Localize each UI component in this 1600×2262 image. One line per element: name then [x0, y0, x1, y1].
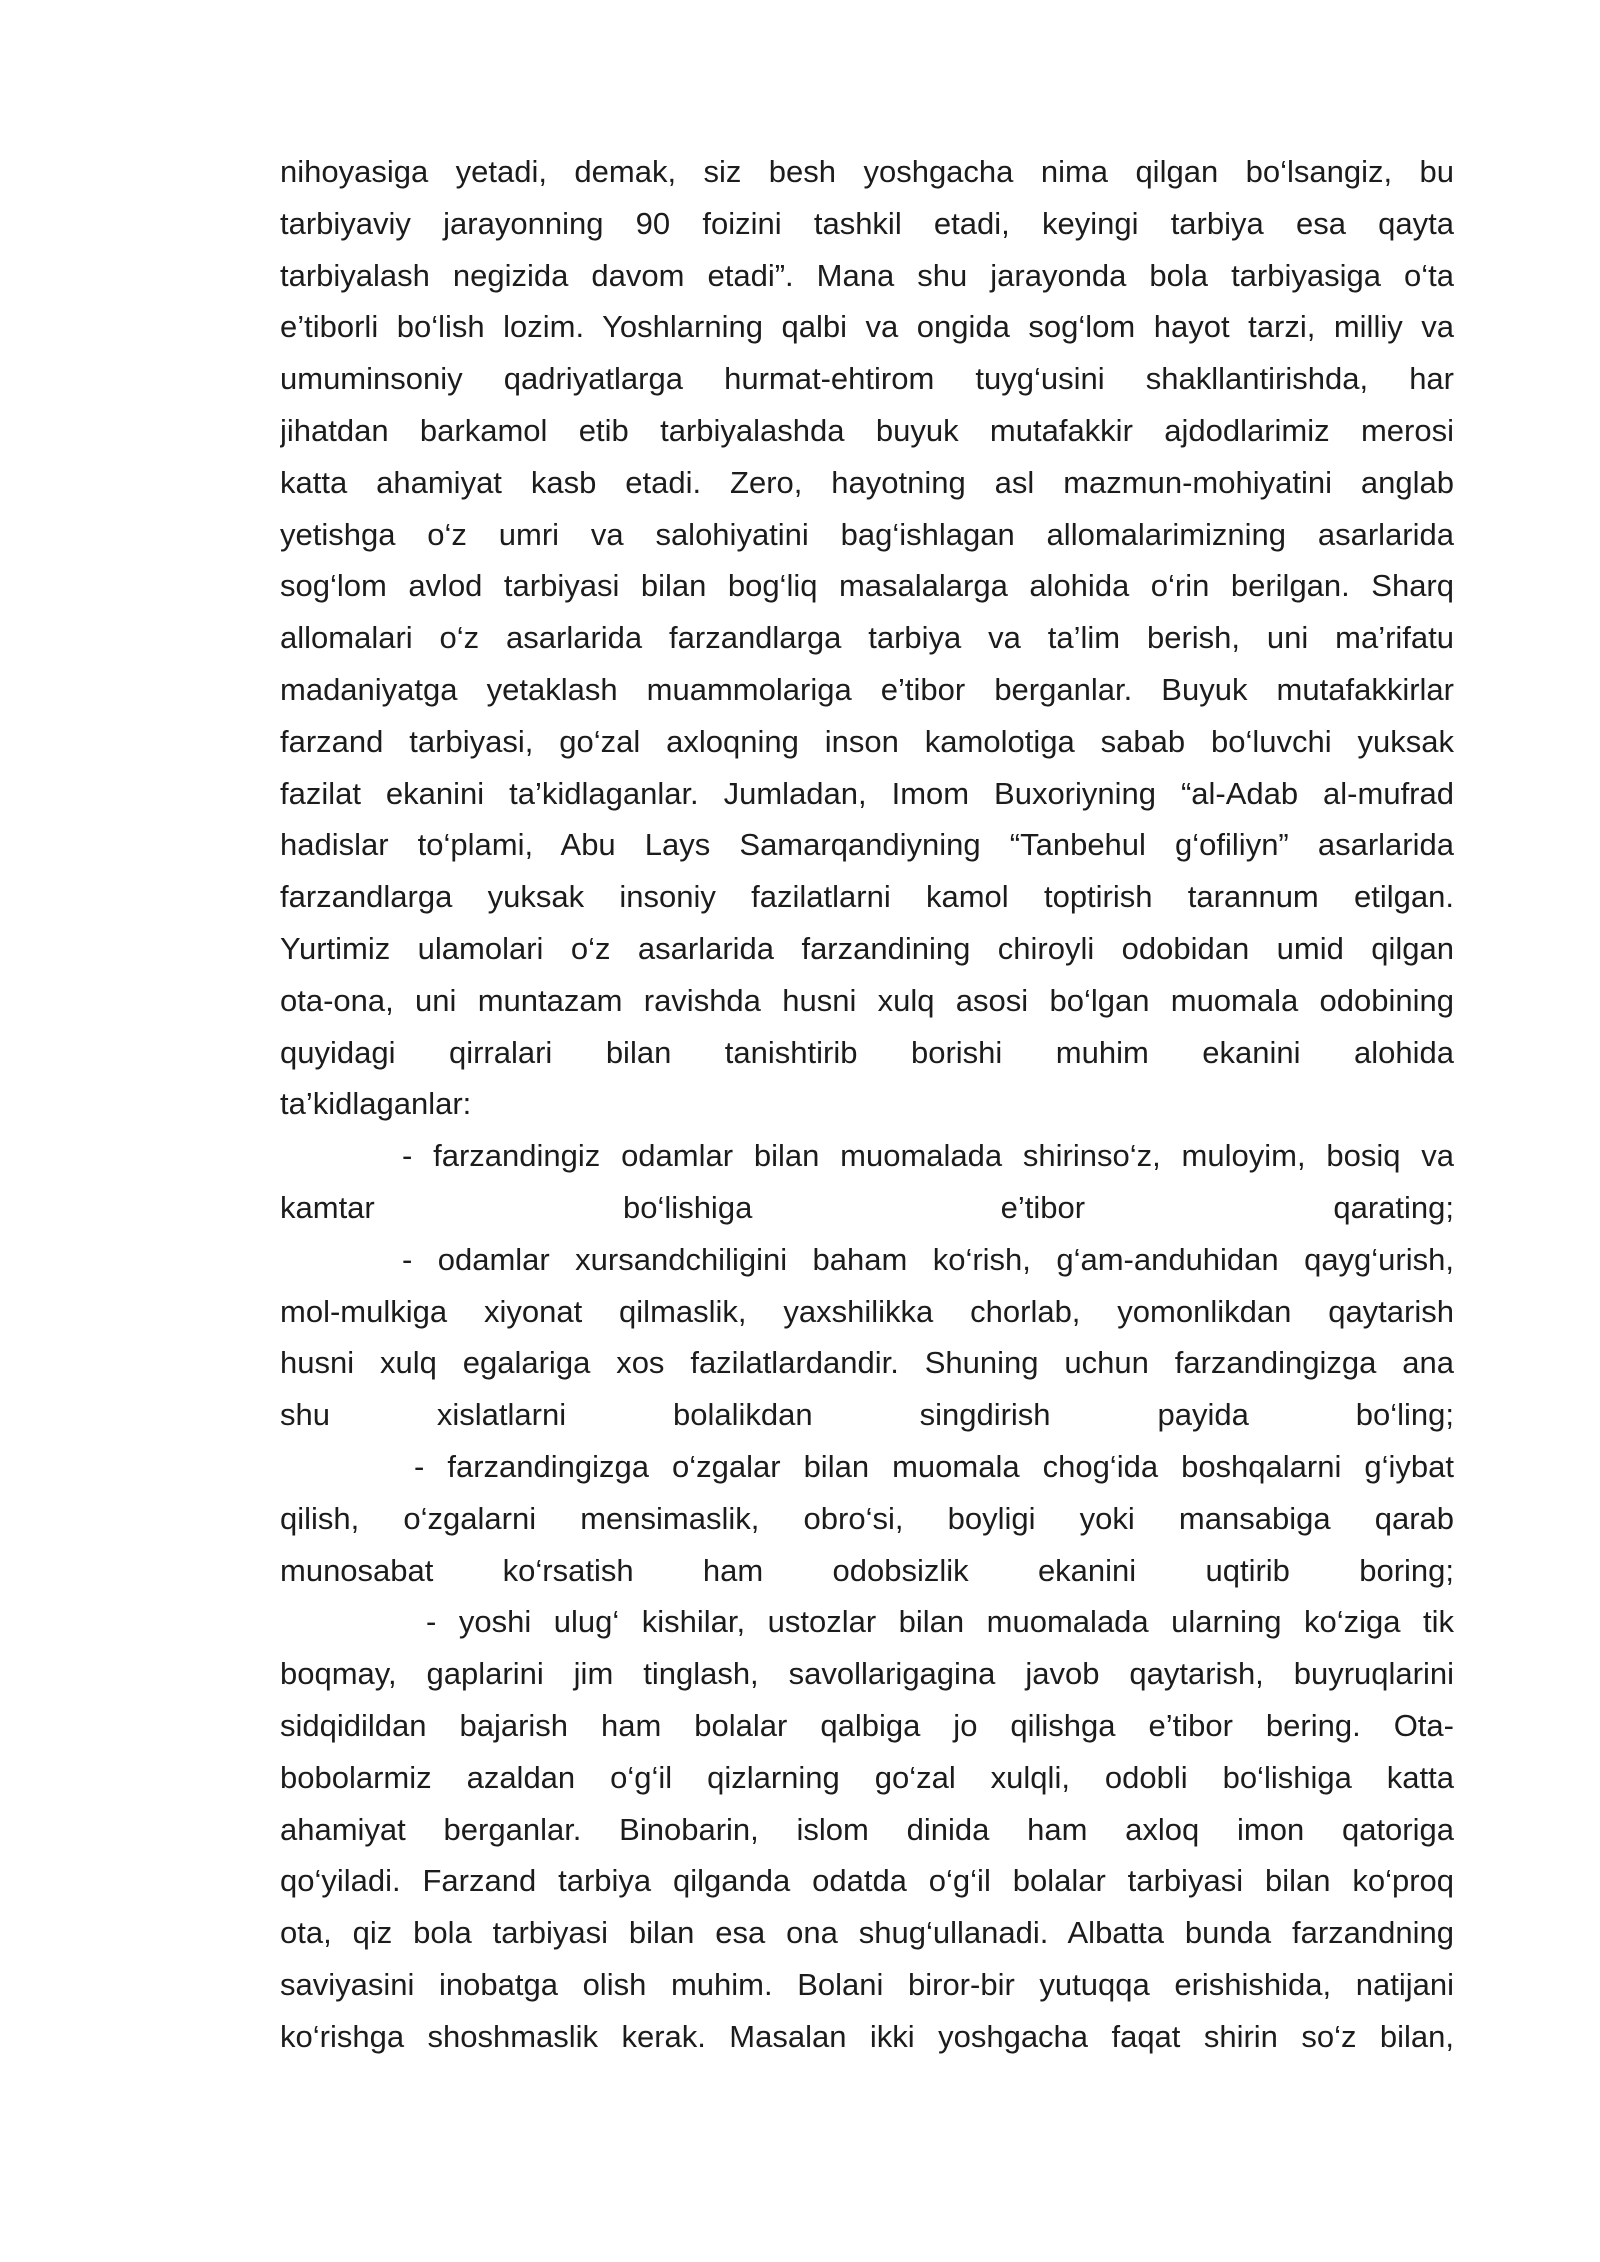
text-line: farzand tarbiyasi, go‘zal axloqning inson kamolotiga sabab bo‘luvchi yuksak	[280, 723, 1454, 759]
text-line: sidqidildan bajarish ham bolalar qalbiga jo qilishga e’tibor bering. Ota-	[280, 1707, 1454, 1743]
text-line: qo‘yiladi. Farzand tarbiya qilganda odatda o‘g‘il bolalar tarbiyasi bilan ko‘proq	[280, 1863, 1454, 1899]
text-line: bobolarmiz azaldan o‘g‘il qizlarning go‘zal xulqli, odobli bo‘lishiga katta	[280, 1759, 1454, 1795]
text-line: madaniyatga yetaklash muammolariga e’tibor berganlar. Buyuk mutafakkirlar	[280, 671, 1454, 707]
list-item-line: - odamlar xursandchiligini baham ko‘rish, g‘am-anduhidan qayg‘urish,	[402, 1241, 1454, 1277]
text-line: sog‘lom avlod tarbiyasi bilan bog‘liq masalalarga alohida o‘rin berilgan. Sharq	[280, 568, 1454, 604]
text-line: boqmay, gaplarini jim tinglash, savollarigagina javob qaytarish, buyruqlarini	[280, 1656, 1454, 1692]
text-line: yetishga o‘z umri va salohiyatini bag‘ishlagan allomalarimizning asarlarida	[280, 516, 1454, 552]
text-line: Yurtimiz ulamolari o‘z asarlarida farzandining chiroyli odobidan umid qilgan	[280, 930, 1454, 966]
list-item-line: - farzandingiz odamlar bilan muomalada shirinso‘z, muloyim, bosiq va	[402, 1138, 1454, 1174]
text-line: farzandlarga yuksak insoniy fazilatlarni kamol toptirish tarannum etilgan.	[280, 879, 1454, 915]
text-line: tarbiyalash negizida davom etadi”. Mana shu jarayonda bola tarbiyasiga o‘ta	[280, 257, 1454, 293]
text-line: tarbiyaviy jarayonning 90 foizini tashkil etadi, keyingi tarbiya esa qayta	[280, 205, 1454, 241]
text-line: ta’kidlaganlar:	[280, 1086, 472, 1122]
text-line: jihatdan barkamol etib tarbiyalashda buyuk mutafakkir ajdodlarimiz merosi	[280, 412, 1454, 448]
text-line: munosabat ko‘rsatish ham odobsizlik ekanini uqtirib boring;	[280, 1552, 1454, 1588]
text-line: nihoyasiga yetadi, demak, siz besh yoshgacha nima qilgan bo‘lsangiz, bu	[280, 154, 1454, 189]
text-line: ota, qiz bola tarbiyasi bilan esa ona shug‘ullanadi. Albatta bunda farzandning	[280, 1915, 1454, 1951]
body-text	[280, 146, 1454, 2062]
text-line: ahamiyat berganlar. Binobarin, islom dinida ham axloq imon qatoriga	[280, 1811, 1454, 1847]
text-line: e’tiborli bo‘lish lozim. Yoshlarning qalbi va ongida sog‘lom hayot tarzi, milliy va	[280, 309, 1454, 345]
text-line: allomalari o‘z asarlarida farzandlarga tarbiya va ta’lim berish, uni ma’rifatu	[280, 620, 1454, 656]
text-line: saviyasini inobatga olish muhim. Bolani biror-bir yutuqqa erishishida, natijani	[280, 1966, 1454, 2002]
text-line: husni xulq egalariga xos fazilatlardandir. Shuning uchun farzandingizga ana	[280, 1345, 1454, 1381]
text-line: qilish, o‘zgalarni mensimaslik, obro‘si, boyligi yoki mansabiga qarab	[280, 1500, 1454, 1536]
text-line: hadislar to‘plami, Abu Lays Samarqandiyning “Tanbehul g‘ofiliyn” asarlarida	[280, 827, 1454, 863]
text-line: kamtar bo‘lishiga e’tibor qarating;	[280, 1189, 1454, 1225]
text-line: ota-ona, uni muntazam ravishda husni xulq asosi bo‘lgan muomala odobining	[280, 982, 1454, 1018]
text-line: quyidagi qirralari bilan tanishtirib borishi muhim ekanini alohida	[280, 1034, 1454, 1070]
text-line: fazilat ekanini ta’kidlaganlar. Jumladan, Imom Buxoriyning “al-Adab al-mufrad	[280, 775, 1454, 811]
list-item-line: - farzandingizga o‘zgalar bilan muomala chog‘ida boshqalarni g‘iybat	[414, 1448, 1454, 1484]
text-line: mol-mulkiga xiyonat qilmaslik, yaxshilikka chorlab, yomonlikdan qaytarish	[280, 1293, 1454, 1329]
text-line: ko‘rishga shoshmaslik kerak. Masalan ikki yoshgacha faqat shirin so‘z bilan,	[280, 2018, 1454, 2054]
list-item-line: - yoshi ulug‘ kishilar, ustozlar bilan muomalada ularning ko‘ziga tik	[426, 1604, 1454, 1640]
text-line: shu xislatlarni bolalikdan singdirish payida bo‘ling;	[280, 1397, 1454, 1433]
text-line: katta ahamiyat kasb etadi. Zero, hayotning asl mazmun-mohiyatini anglab	[280, 464, 1454, 500]
text-line: umuminsoniy qadriyatlarga hurmat-ehtirom tuyg‘usini shakllantirishda, har	[280, 361, 1454, 397]
